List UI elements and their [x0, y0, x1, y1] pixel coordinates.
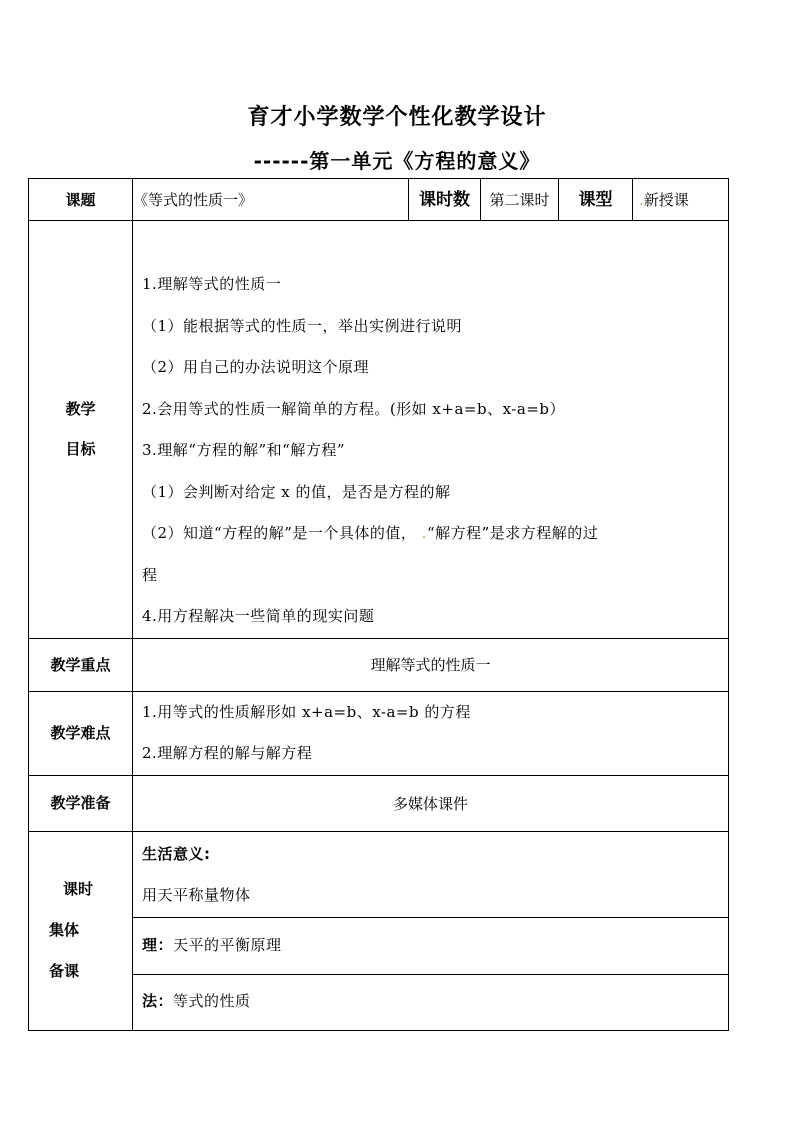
objectives-label-line1: 教学	[65, 400, 96, 419]
key-point-row	[29, 638, 729, 691]
objective-line: （2）知道“方程的解”是一个具体的值， .“解方程”是求方程解的过	[142, 524, 599, 542]
theory-value: 天平的平衡原理	[173, 935, 282, 954]
method-line	[133, 981, 728, 1023]
life-meaning-label: 生活意义:	[142, 844, 211, 863]
method-label: 法：	[142, 992, 174, 1011]
period-label: 课时数	[409, 179, 481, 221]
difficulty-line: 1.用等式的性质解形如 x+a=b、x-a=b 的方程	[142, 702, 471, 721]
collective-label-line2: 集体	[49, 921, 80, 939]
collective-row-method	[29, 974, 729, 1030]
topic-row	[29, 179, 729, 221]
type-value: .新授课	[633, 179, 729, 221]
type-label: 课型	[559, 179, 633, 221]
collective-label-line3: 备课	[49, 962, 80, 980]
objective-line: 1.理解等式的性质一	[142, 275, 282, 293]
preparation-value: 多媒体课件	[133, 775, 729, 831]
difficulty-row	[29, 691, 729, 775]
objectives-content	[133, 221, 729, 639]
collective-label-line1: 课时	[63, 880, 94, 898]
key-point-value: 理解等式的性质一	[133, 638, 729, 691]
theory-line	[133, 925, 728, 967]
objective-line: 4.用方程解决一些简单的现实问题	[142, 607, 375, 625]
collective-row-theory	[29, 917, 729, 974]
objective-line: 3.理解“方程的解”和“解方程”	[142, 441, 345, 459]
objective-line: （2）用自己的办法说明这个原理	[142, 358, 370, 376]
method-cell	[133, 974, 729, 1030]
preparation-row	[29, 775, 729, 831]
method-value: 等式的性质	[173, 992, 251, 1011]
document-title: 育才小学数学个性化教学设计	[247, 105, 547, 130]
objective-line: （1）能根据等式的性质一，举出实例进行说明	[142, 316, 463, 335]
lesson-plan-table	[28, 178, 729, 1031]
period-value: 第二课时	[481, 179, 559, 221]
objective-line: 程	[142, 565, 158, 584]
theory-label: 理：	[142, 935, 174, 954]
difficulty-line: 2.理解方程的解与解方程	[142, 744, 313, 762]
collective-label	[29, 831, 133, 1030]
objectives-label	[29, 221, 133, 639]
topic-label: 课题	[29, 179, 133, 221]
topic-value: 《等式的性质一》	[133, 179, 409, 221]
objective-line: 2.会用等式的性质一解简单的方程。(形如 x+a=b、x-a=b）	[142, 399, 565, 418]
objectives-label-line2: 目标	[65, 440, 96, 459]
objectives-row	[29, 221, 729, 639]
difficulty-content	[133, 691, 729, 775]
document-subtitle: ------第一单元《方程的意义》	[253, 149, 541, 173]
preparation-label: 教学准备	[29, 775, 133, 831]
life-meaning-cell	[133, 831, 729, 917]
difficulty-label: 教学难点	[29, 691, 133, 775]
collective-row-life	[29, 831, 729, 917]
key-point-label: 教学重点	[29, 638, 133, 691]
life-meaning-value: 用天平称量物体	[142, 886, 251, 904]
objective-line: （1）会判断对给定 x 的值，是否是方程的解	[142, 482, 451, 501]
theory-cell	[133, 917, 729, 974]
